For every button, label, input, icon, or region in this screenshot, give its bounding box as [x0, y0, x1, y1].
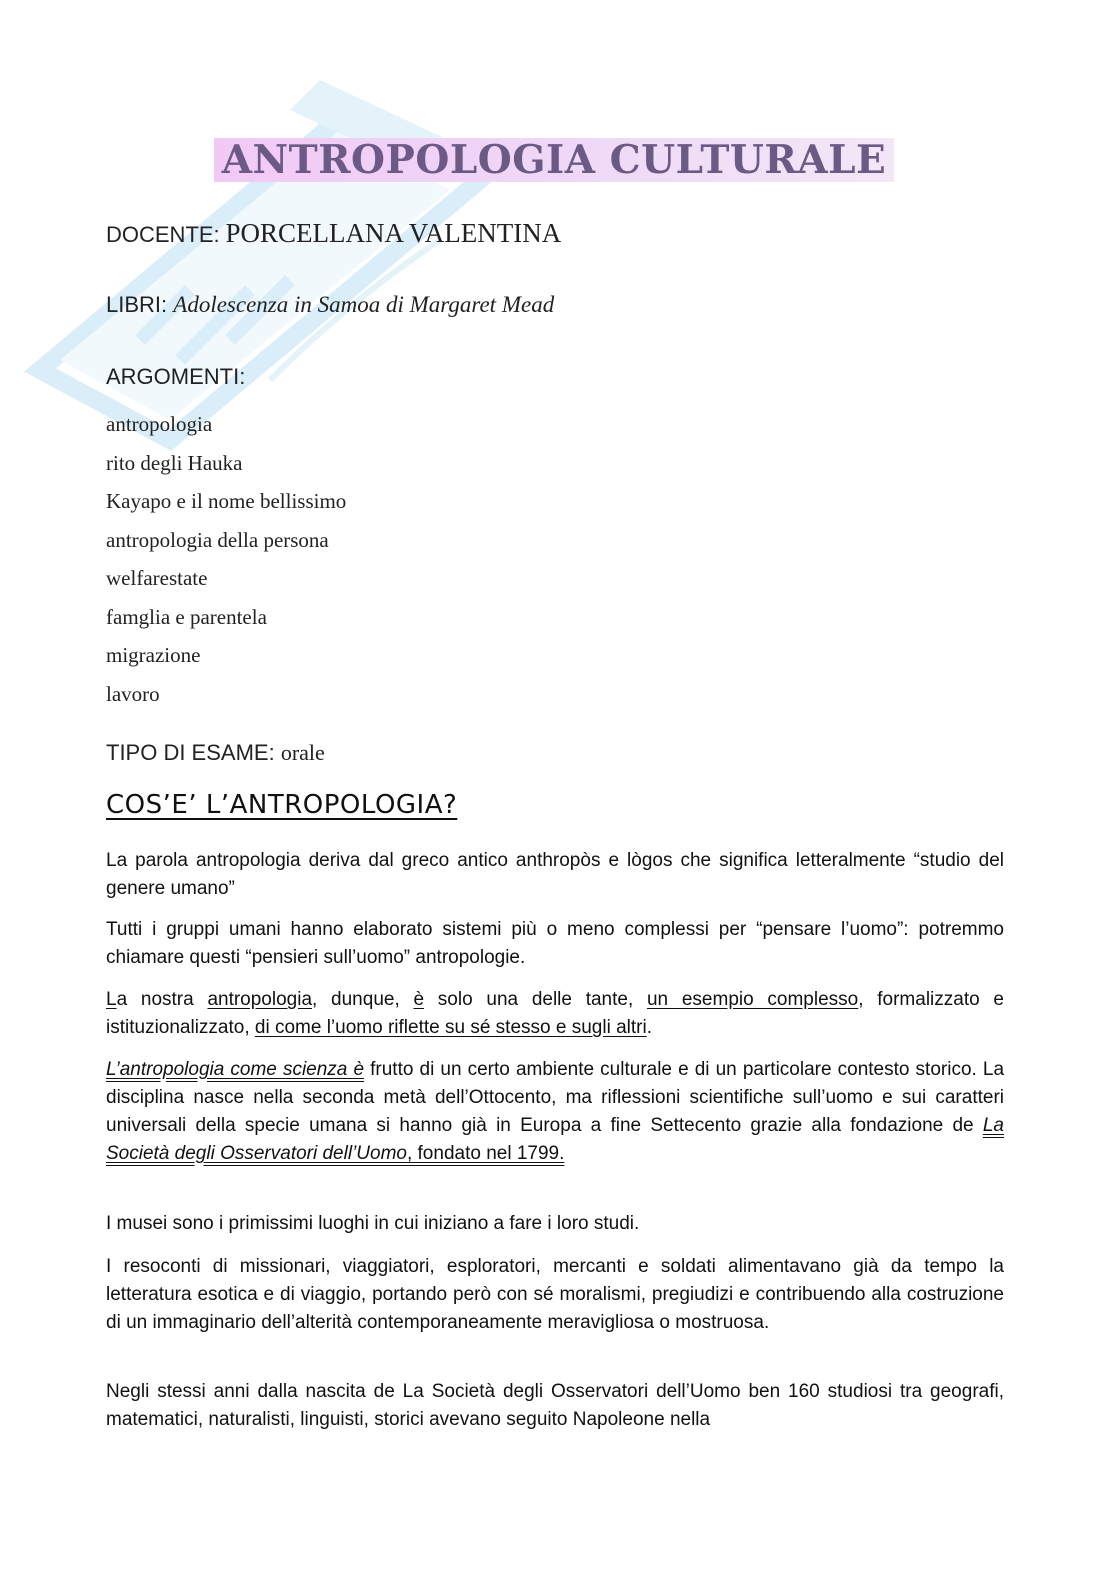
paragraph-etymology: La parola antropologia deriva dal greco antico anthropòs e lògos che significa letteralmente “studio del genere umano”	[106, 850, 1004, 899]
list-item: migrazione	[106, 643, 201, 667]
list-item: welfarestate	[106, 566, 208, 590]
paragraph-napoleon: Negli stessi anni dalla nascita de La Società degli Osservatori dell’Uomo ben 160 studiosi tra geografi, matematici, naturalisti, linguisti, storici avevano seguito Napoleone nella	[106, 1381, 1004, 1430]
libri-line	[106, 292, 554, 318]
title-highlight	[214, 138, 894, 182]
argomenti-list	[106, 406, 346, 714]
list-item: famglia e parentela	[106, 604, 267, 629]
text-span: .	[646, 1017, 652, 1038]
text-span: , dunque,	[312, 989, 414, 1010]
text-span: solo una delle tante,	[424, 989, 647, 1010]
watermark-logo	[20, 40, 500, 460]
section-heading: COS’E’ L’ANTROPOLOGIA?	[106, 790, 458, 820]
document-title: ANTROPOLOGIA CULTURALE	[221, 137, 887, 183]
list-item: antropologia	[106, 412, 213, 436]
list-item: Kayapo e il nome bellissimo	[106, 489, 347, 513]
paragraph-museums: I musei sono i primissimi luoghi in cui iniziano a fare i loro studi.	[106, 1213, 640, 1234]
paragraph-science	[106, 1056, 1004, 1168]
docente-value: PORCELLANA VALENTINA	[225, 218, 562, 248]
argomenti-label: ARGOMENTI:	[106, 364, 246, 389]
esame-line	[106, 740, 325, 766]
list-item: antropologia della persona	[106, 527, 329, 552]
text-span: a nostra	[116, 989, 208, 1010]
text-span: La Società degli Osservatori dell’Uomo	[106, 1115, 1004, 1164]
text-span: un esempio complesso	[646, 989, 859, 1010]
docente-line	[106, 218, 561, 249]
list-item: lavoro	[106, 681, 160, 706]
paragraph-thinking-man: Tutti i gruppi umani hanno elaborato sistemi più o meno complessi per “pensare l’uomo”: potremmo chiamare questi “pensieri sull’uomo” antropologie.	[106, 919, 1004, 968]
esame-value: orale	[280, 740, 325, 765]
text-span: è	[413, 989, 425, 1010]
esame-label: TIPO DI ESAME:	[106, 740, 275, 765]
libri-value: Adolescenza in Samoa di Margaret Mead	[173, 292, 555, 317]
text-span: L’antropologia come scienza è	[106, 1059, 365, 1080]
docente-label: DOCENTE:	[106, 222, 220, 247]
list-item: rito degli Hauka	[106, 450, 243, 475]
text-span: , formalizzato e istituzionalizzato,	[106, 989, 1004, 1038]
paragraph-reports: I resoconti di missionari, viaggiatori, esploratori, mercanti e soldati alimentavano già da tempo la letteratura esotica e di viaggio, portando però con sé moralismi, pregiudizi e contribuendo alla costruzione di un immaginario dell’alterità contemporaneamente meravigliosa o mostruosa.	[106, 1256, 1004, 1333]
text-span: , fondato nel 1799.	[406, 1143, 565, 1164]
paragraph-our-anthropology	[106, 986, 1004, 1042]
libri-label: LIBRI:	[106, 292, 168, 317]
text-span: frutto di un certo ambiente culturale e di un particolare contesto storico. La disciplina nasce nella seconda metà dell’Ottocento, ma riflessioni scientifiche sull’uomo e sui caratteri universali della specie umana si hanno già in Europa a fine Settecento grazie alla fondazione de	[106, 1059, 1005, 1136]
text-span: antropologia	[207, 989, 313, 1010]
text-span: L	[106, 989, 117, 1010]
text-span: di come l’uomo riflette su sé stesso e sugli altri	[254, 1017, 647, 1038]
